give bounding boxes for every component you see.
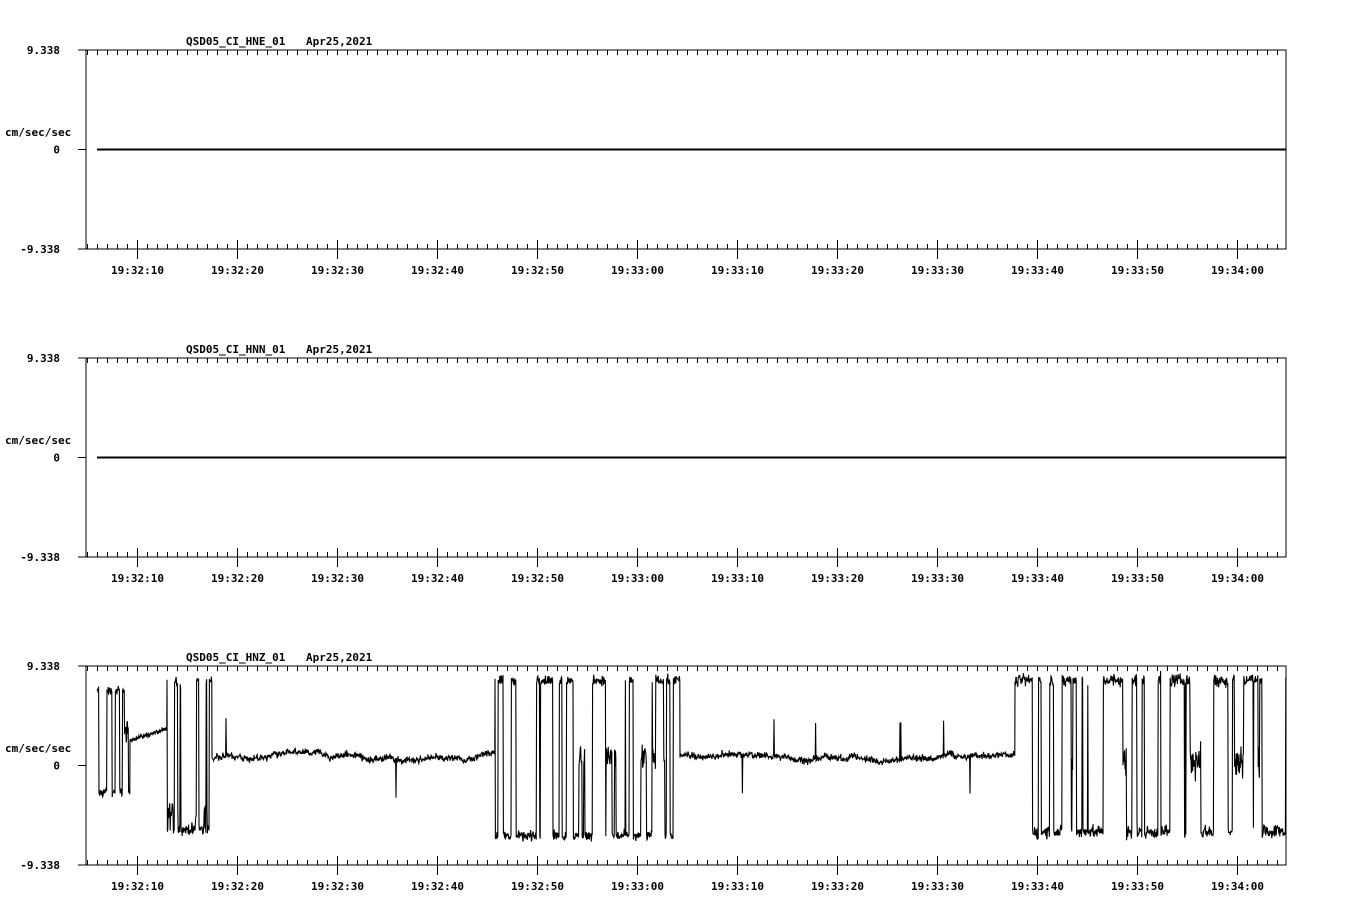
plot-frame bbox=[86, 666, 1286, 865]
y-tick-label: -9.338 bbox=[20, 243, 60, 256]
panel-title: QSD05_CI_HNN_01 bbox=[186, 343, 286, 356]
panel-qsd05_ci_hnz_01 bbox=[5, 651, 1286, 893]
x-tick-label: 19:33:30 bbox=[911, 264, 964, 277]
x-tick-label: 19:32:10 bbox=[111, 264, 164, 277]
x-tick-label: 19:32:20 bbox=[211, 572, 264, 585]
y-tick-label: 0 bbox=[53, 759, 60, 773]
x-tick-label: 19:33:40 bbox=[1011, 880, 1064, 893]
x-tick-label: 19:33:40 bbox=[1011, 572, 1064, 585]
panel-qsd05_ci_hne_01 bbox=[5, 35, 1286, 277]
x-tick-label: 19:33:50 bbox=[1111, 572, 1164, 585]
x-tick-label: 19:34:00 bbox=[1211, 572, 1264, 585]
x-tick-label: 19:33:00 bbox=[611, 880, 664, 893]
x-tick-label: 19:32:40 bbox=[411, 264, 464, 277]
x-tick-label: 19:33:00 bbox=[611, 264, 664, 277]
x-tick-label: 19:32:40 bbox=[411, 572, 464, 585]
x-tick-label: 19:33:30 bbox=[911, 880, 964, 893]
x-tick-label: 19:32:30 bbox=[311, 880, 364, 893]
x-tick-label: 19:33:20 bbox=[811, 572, 864, 585]
panel-date: Apr25,2021 bbox=[306, 35, 373, 48]
panel-title: QSD05_CI_HNZ_01 bbox=[186, 651, 286, 664]
y-tick-label: 9.338 bbox=[26, 660, 60, 673]
waveform-trace bbox=[97, 671, 1286, 842]
x-tick-label: 19:33:40 bbox=[1011, 264, 1064, 277]
x-tick-label: 19:34:00 bbox=[1211, 880, 1264, 893]
y-tick-label: 9.338 bbox=[26, 44, 60, 57]
y-axis-label: cm/sec/sec bbox=[5, 742, 72, 755]
panel-title: QSD05_CI_HNE_01 bbox=[186, 35, 286, 48]
x-tick-label: 19:33:00 bbox=[611, 572, 664, 585]
x-tick-label: 19:33:50 bbox=[1111, 880, 1164, 893]
x-tick-label: 19:32:50 bbox=[511, 572, 564, 585]
x-tick-label: 19:32:10 bbox=[111, 880, 164, 893]
x-tick-label: 19:33:20 bbox=[811, 880, 864, 893]
x-tick-label: 19:32:40 bbox=[411, 880, 464, 893]
panel-qsd05_ci_hnn_01 bbox=[5, 343, 1286, 585]
x-tick-label: 19:34:00 bbox=[1211, 264, 1264, 277]
y-tick-label: 0 bbox=[53, 451, 60, 465]
x-tick-label: 19:33:10 bbox=[711, 264, 764, 277]
y-tick-label: -9.338 bbox=[20, 859, 60, 872]
x-tick-label: 19:32:30 bbox=[311, 264, 364, 277]
x-tick-label: 19:32:20 bbox=[211, 880, 264, 893]
x-tick-label: 19:33:10 bbox=[711, 572, 764, 585]
x-tick-label: 19:33:30 bbox=[911, 572, 964, 585]
x-tick-label: 19:32:20 bbox=[211, 264, 264, 277]
x-tick-label: 19:33:10 bbox=[711, 880, 764, 893]
x-tick-label: 19:32:10 bbox=[111, 572, 164, 585]
x-tick-label: 19:32:50 bbox=[511, 880, 564, 893]
x-tick-label: 19:32:30 bbox=[311, 572, 364, 585]
y-tick-label: 9.338 bbox=[26, 352, 60, 365]
panel-date: Apr25,2021 bbox=[306, 651, 373, 664]
y-axis-label: cm/sec/sec bbox=[5, 434, 72, 447]
x-tick-label: 19:32:50 bbox=[511, 264, 564, 277]
y-tick-label: -9.338 bbox=[20, 551, 60, 564]
y-axis-label: cm/sec/sec bbox=[5, 126, 72, 139]
x-tick-label: 19:33:20 bbox=[811, 264, 864, 277]
y-tick-label: 0 bbox=[53, 143, 60, 157]
panel-date: Apr25,2021 bbox=[306, 343, 373, 356]
x-tick-label: 19:33:50 bbox=[1111, 264, 1164, 277]
